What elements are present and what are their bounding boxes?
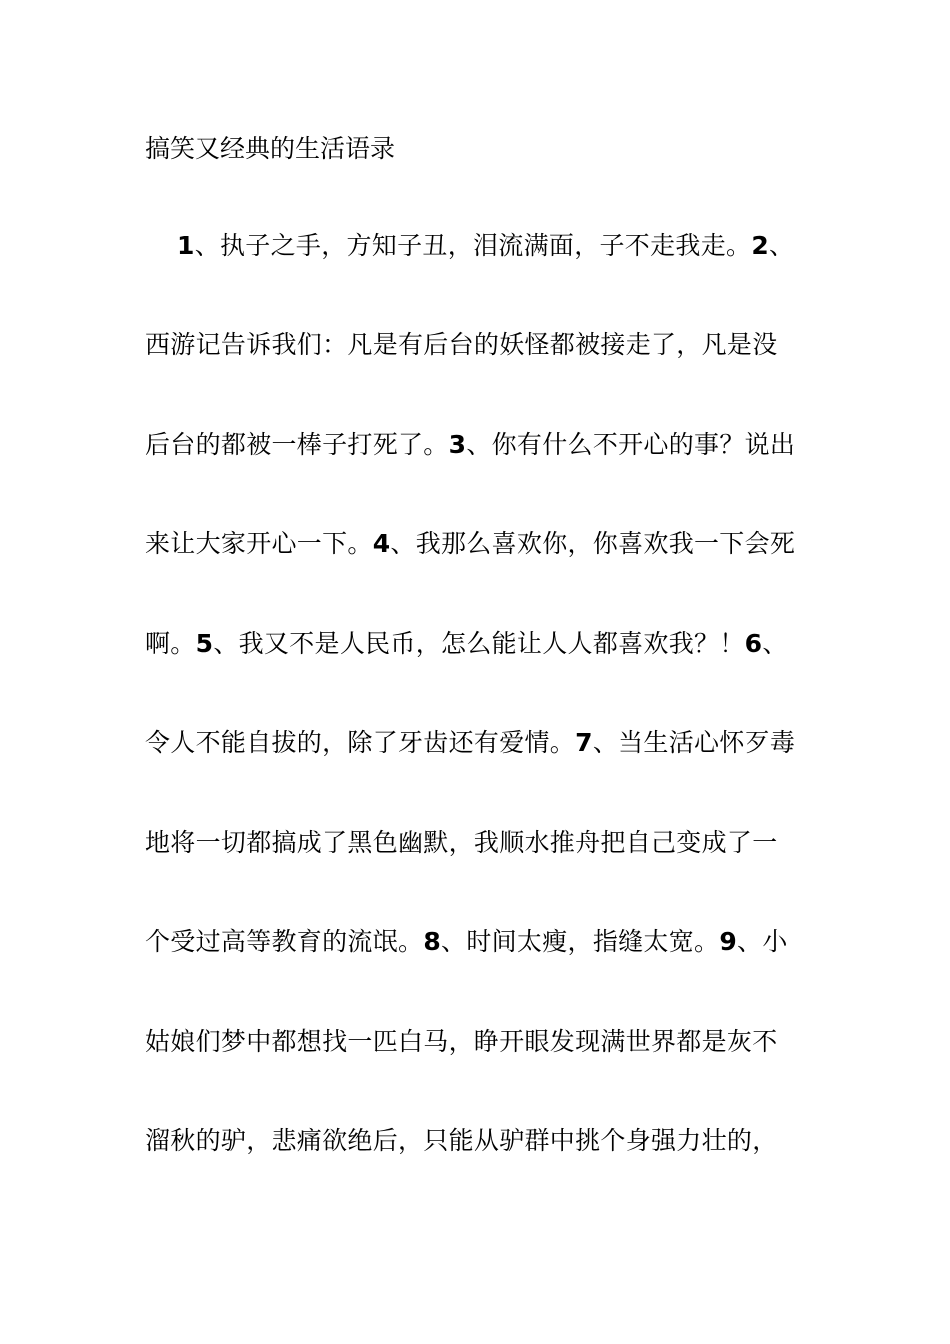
text-segment: 西游记告诉我们：凡是有后台的妖怪都被接走了，凡是没 [145,330,778,359]
text-line-5 [145,627,788,661]
text-line-2 [145,328,778,362]
item-number: 6 [744,629,763,658]
document-title: 搞笑又经典的生活语录 [145,134,396,163]
text-segment: 、 [769,231,795,260]
text-line-8 [145,925,788,959]
text-line-3 [145,428,795,462]
text-segment: 溜秋的驴，悲痛欲绝后，只能从驴群中挑个身强力壮的， [145,1126,778,1155]
text-line-10 [145,1124,778,1158]
text-segment: 、小 [737,927,788,956]
item-number: 1 [177,231,195,260]
text-line-9 [145,1025,778,1059]
item-number: 9 [719,927,738,956]
item-number: 4 [372,529,391,558]
text-line-7 [145,826,778,860]
text-segment: 、我那么喜欢你，你喜欢我一下会死 [390,529,796,558]
text-segment: 个受过高等教育的流氓。 [145,927,424,956]
text-line-1 [177,229,794,263]
text-segment: 、执子之手，方知子丑，泪流满面，子不走我走。 [194,231,752,260]
text-segment: 、你有什么不开心的事？说出 [466,430,796,459]
item-number: 5 [195,629,214,658]
text-line-4 [145,527,795,561]
item-number: 2 [751,231,770,260]
text-segment: 、我又不是人民币，怎么能让人人都喜欢我？！ [213,629,745,658]
text-segment: 令人不能自拔的，除了牙齿还有爱情。 [145,728,576,757]
text-segment: 姑娘们梦中都想找一匹白马，睁开眼发现满世界都是灰不 [145,1027,778,1056]
text-segment: 啊。 [145,629,196,658]
item-number: 7 [575,728,593,757]
text-segment: 、 [762,629,788,658]
text-segment: 、时间太瘦，指缝太宽。 [441,927,720,956]
text-line-6 [145,726,795,760]
text-segment: 、当生活心怀歹毒 [592,728,796,757]
text-segment: 来让大家开心一下。 [145,529,373,558]
text-segment: 地将一切都搞成了黑色幽默，我顺水推舟把自己变成了一 [145,828,778,857]
item-number: 3 [448,430,467,459]
item-number: 8 [423,927,442,956]
text-segment: 后台的都被一棒子打死了。 [145,430,449,459]
